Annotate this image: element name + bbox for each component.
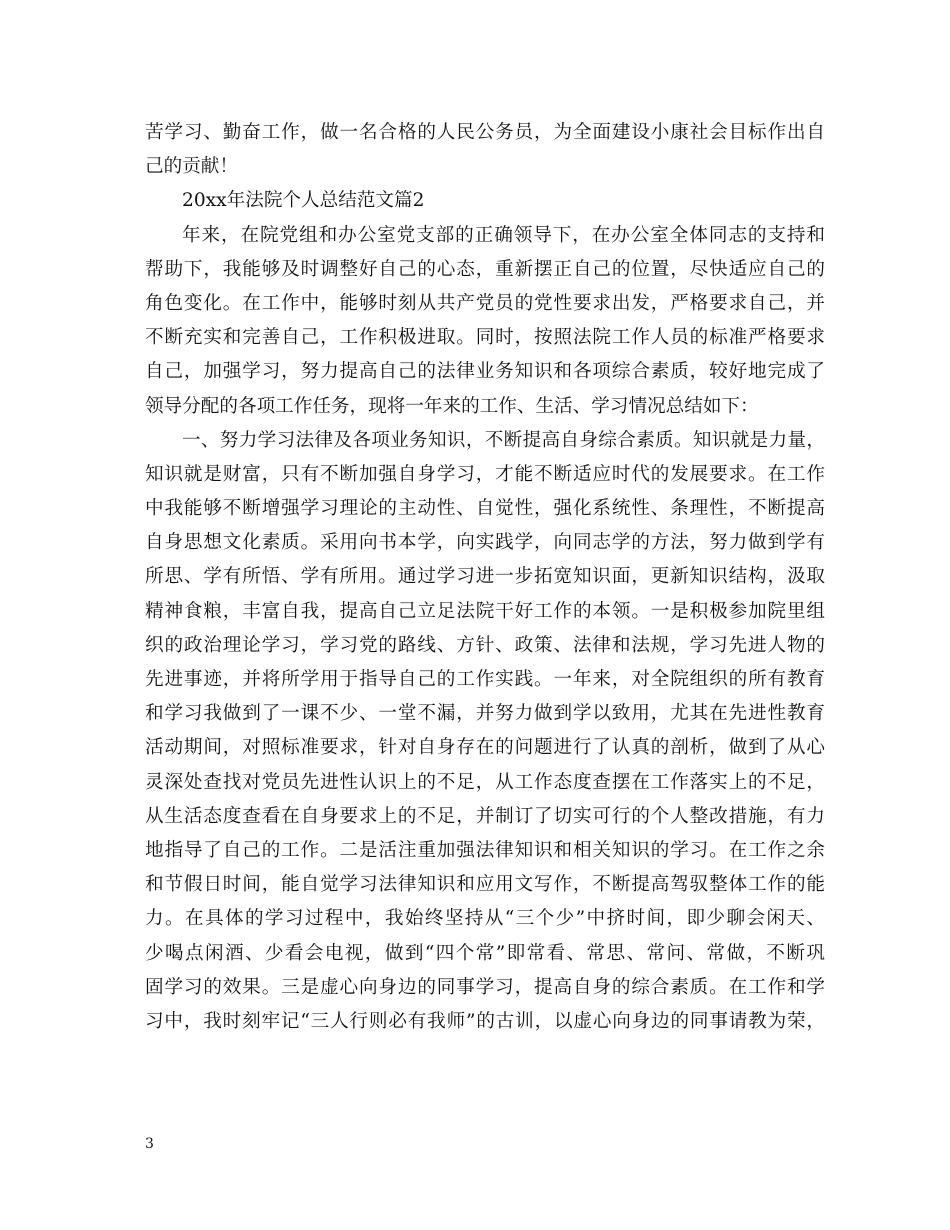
body-text-line: 灵深处查找对党员先进性认识上的不足，从工作态度查摆在工作落实上的不足， [145, 771, 825, 793]
body-text-line: 所思、学有所悟、学有所用。通过学习进一步拓宽知识面，更新知识结构，汲取 [145, 566, 825, 588]
body-text-line: 己的贡献！ [145, 156, 238, 178]
page-number: 3 [145, 1136, 154, 1152]
body-text-line: 固学习的效果。三是虚心向身边的同事学习，提高自身的综合素质。在工作和学 [145, 976, 825, 998]
body-text-line: 先进事迹，并将所学用于指导自己的工作实践。一年来，对全院组织的所有教育 [145, 669, 825, 690]
body-text-line: 织的政治理论学习，学习党的路线、方针、政策、法律和法规，学习先进人物的 [145, 634, 825, 656]
body-text-line: 领导分配的各项工作任务，现将一年来的工作、生活、学习情况总结如下： [145, 395, 759, 417]
body-text-line: 活动期间，对照标准要求，针对自身存在的问题进行了认真的剖析，做到了从心 [145, 737, 825, 759]
document-body [145, 116, 825, 1039]
body-text-line: 从生活态度查看在自身要求上的不足，并制订了切实可行的个人整改措施，有力 [145, 805, 825, 827]
body-text-line: 地指导了自己的工作。二是活注重加强法律知识和相关知识的学习。在工作之余 [145, 839, 825, 861]
body-text-line: 自身思想文化素质。采用向书本学，向实践学，向同志学的方法，努力做到学有 [145, 532, 825, 554]
body-text-line: 力。在具体的学习过程中，我始终坚持从“三个少”中挤时间，即少聊会闲天、 [145, 908, 825, 930]
section-heading: 20xx年法院个人总结范文篇2 [182, 190, 425, 212]
body-text-line: 不断充实和完善自己，工作积极进取。同时，按照法院工作人员的标准严格要求 [145, 327, 825, 349]
body-text-line: 中我能够不断增强学习理论的主动性、自觉性，强化系统性、条理性，不断提高 [145, 498, 825, 520]
body-text-line: 和学习我做到了一课不少、一堂不漏，并努力做到学以致用，尤其在先进性教育 [145, 703, 825, 725]
body-text-line: 少喝点闲酒、少看会电视，做到“四个常”即常看、常思、常问、常做，不断巩 [145, 942, 825, 964]
body-text-line: 和节假日时间，能自觉学习法律知识和应用文写作，不断提高驾驭整体工作的能 [145, 874, 825, 896]
body-text-line: 角色变化。在工作中，能够时刻从共产党员的党性要求出发，严格要求自己，并 [145, 292, 825, 314]
body-text-line: 精神食粮，丰富自我，提高自己立足法院干好工作的本领。一是积极参加院里组 [145, 600, 825, 622]
body-text-line: 一、努力学习法律及各项业务知识，不断提高自身综合素质。知识就是力量， [182, 429, 825, 451]
body-text-line: 习中，我时刻牢记“三人行则必有我师”的古训，以虚心向身边的同事请教为荣， [145, 1010, 825, 1032]
body-text-line: 自己，加强学习，努力提高自己的法律业务知识和各项综合素质，较好地完成了 [145, 361, 825, 383]
body-text-line: 知识就是财富，只有不断加强自身学习，才能不断适应时代的发展要求。在工作 [145, 463, 825, 485]
body-text-line: 苦学习、勤奋工作，做一名合格的人民公务员，为全面建设小康社会目标作出自 [145, 122, 825, 143]
body-text-line: 年来，在院党组和办公室党支部的正确领导下，在办公室全体同志的支持和 [182, 224, 825, 246]
body-text-line: 帮助下，我能够及时调整好自己的心态，重新摆正自己的位置，尽快适应自己的 [145, 258, 825, 280]
